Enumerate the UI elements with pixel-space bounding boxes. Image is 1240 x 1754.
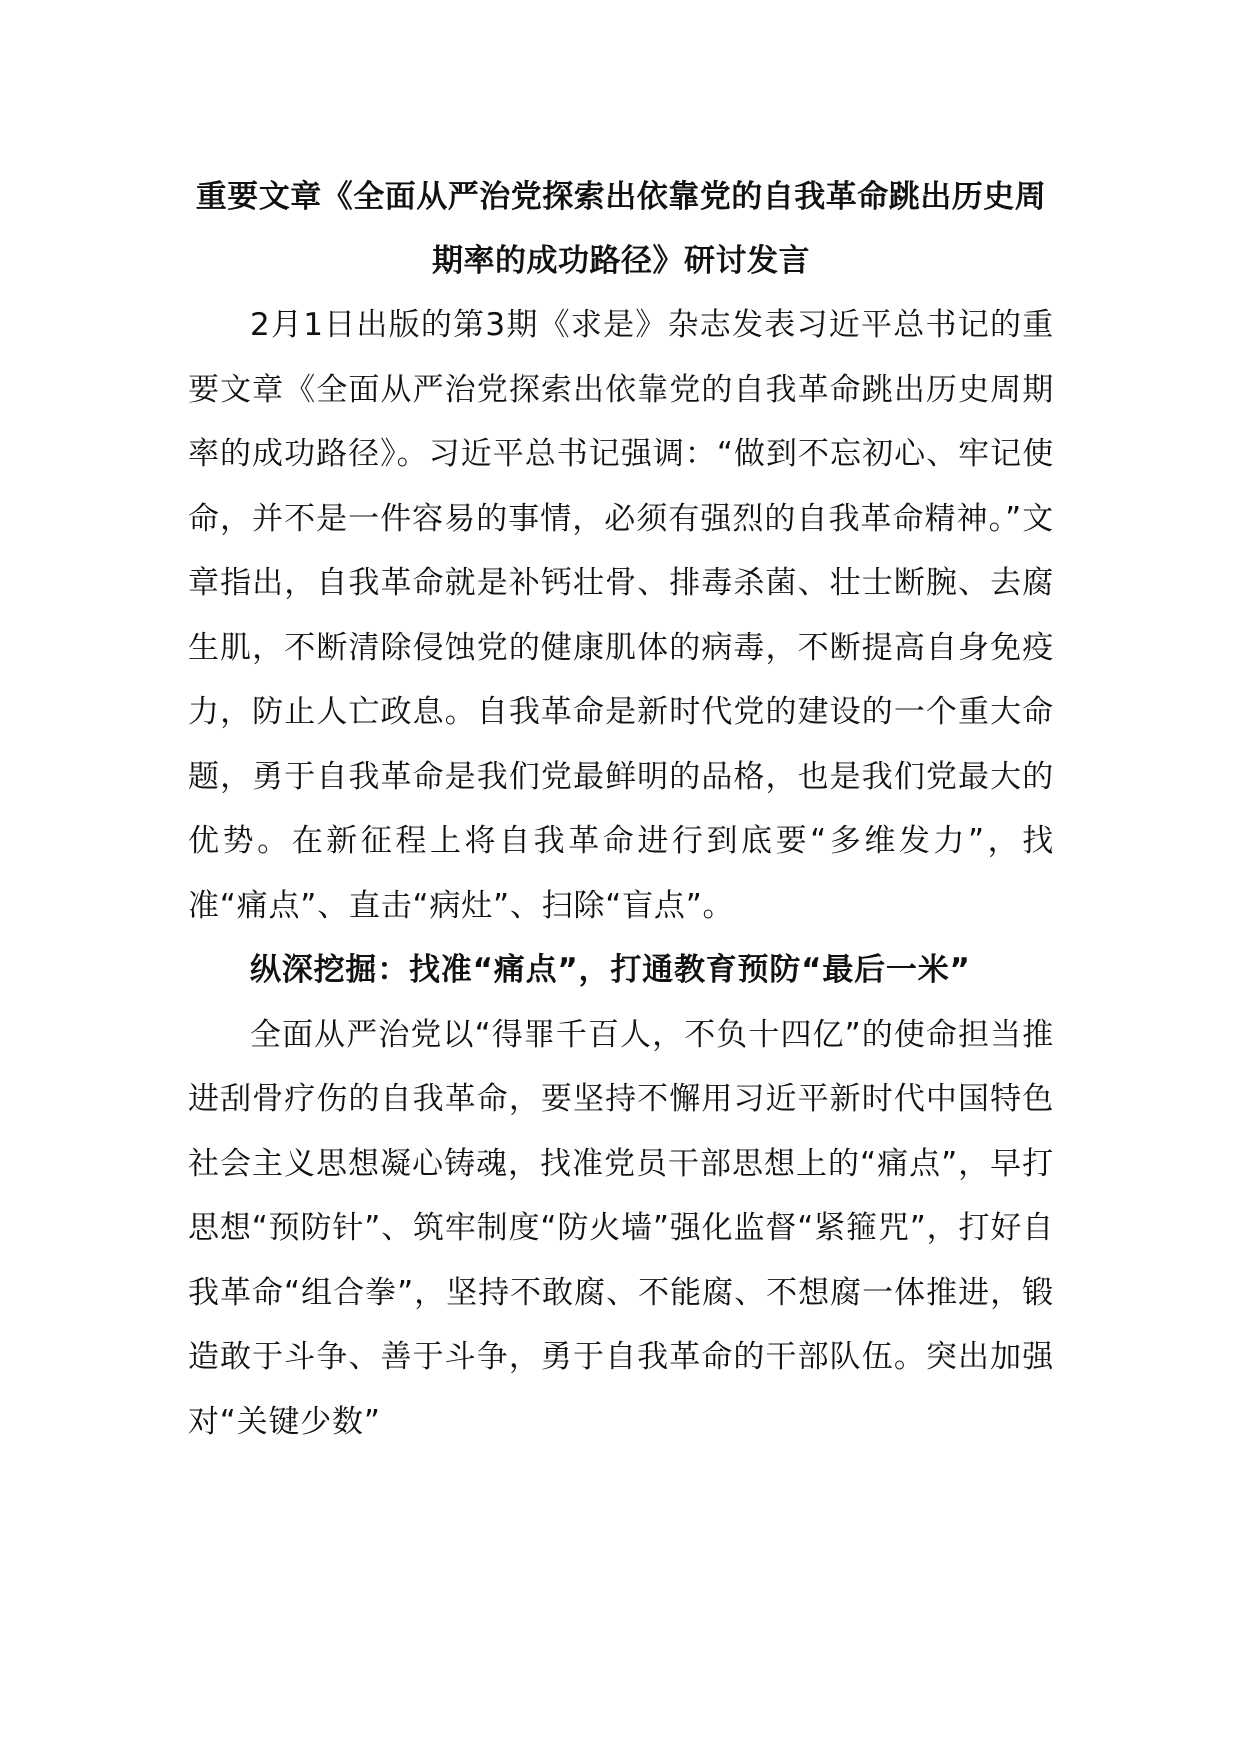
intro-paragraph: 2月1日出版的第3期《求是》杂志发表习近平总书记的重要文章《全面从严治党探索出依靠党的自我革命跳出历史周期率的成功路径》。习近平总书记强调：“做到不忘初心、牢记使命，并不是一件容易的事情，必须有强烈的自我革命精神。”文章指出，自我革命就是补钙壮骨、排毒杀菌、壮士断腕、去腐生肌，不断清除侵蚀党的健康肌体的病毒，不断提高自身免疫力，防止人亡政息。自我革命是新时代党的建设的一个重大命题，勇于自我革命是我们党最鲜明的品格，也是我们党最大的优势。在新征程上将自我革命进行到底要“多维发力”，找准“痛点”、直击“病灶”、扫除“盲点”。 [188, 307, 1054, 924]
document-body [188, 165, 1054, 1454]
section-heading: 纵深挖掘：找准“痛点”，打通教育预防“最后一米” [250, 952, 971, 988]
document-title: 重要文章《全面从严治党探索出依靠党的自我革命跳出历史周期率的成功路径》研讨发言 [195, 179, 1047, 279]
section-paragraph: 全面从严治党以“得罪千百人，不负十四亿”的使命担当推进刮骨疗伤的自我革命，要坚持不懈用习近平新时代中国特色社会主义思想凝心铸魂，找准党员干部思想上的“痛点”，早打思想“预防针”、筑牢制度“防火墙”强化监督“紧箍咒”，打好自我革命“组合拳”，坚持不敢腐、不能腐、不想腐一体推进，锻造敢于斗争、善于斗争，勇于自我革命的干部队伍。突出加强对“关键少数” [188, 1016, 1054, 1440]
